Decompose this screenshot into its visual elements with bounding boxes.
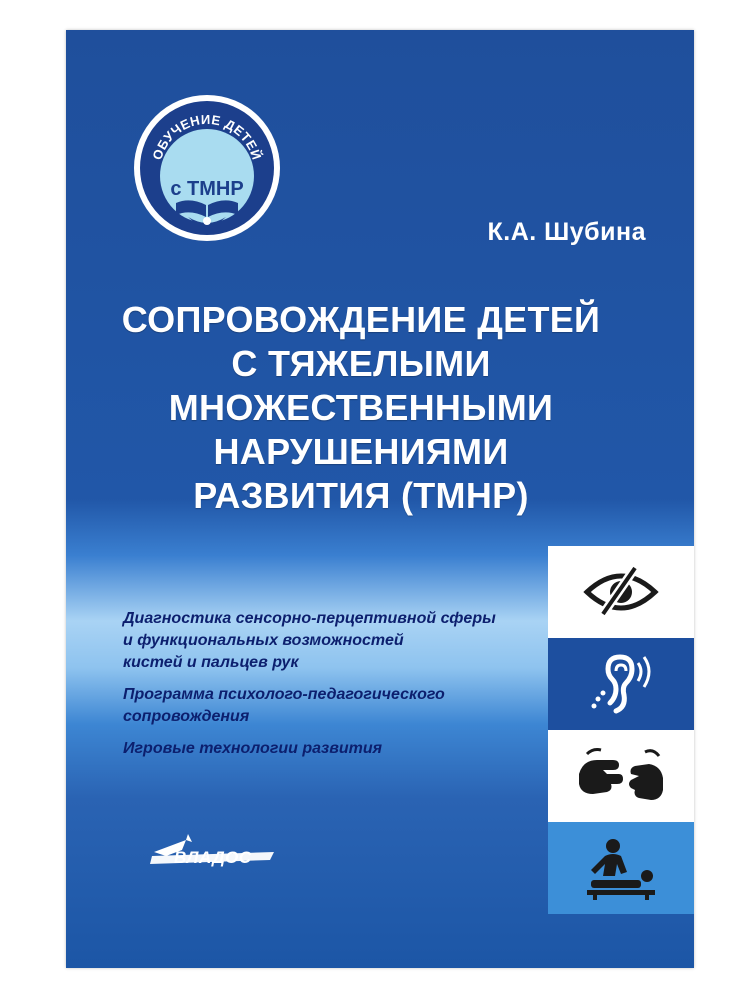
contents-line: Программа психолого-педагогического	[123, 686, 445, 703]
disability-icons-strip	[548, 546, 694, 914]
contents-line: Игровые технологии развития	[123, 740, 383, 757]
contents-line: кистей и пальцев рук	[123, 654, 299, 671]
contents-list	[123, 608, 553, 770]
contents-item	[123, 738, 553, 760]
publisher-name: ВЛАДОС	[174, 848, 252, 867]
contents-line: Диагностика сенсорно-перцептивной сферы	[123, 610, 496, 627]
title-line: С ТЯЖЕЛЫМИ	[231, 343, 491, 384]
caregiver-icon	[581, 836, 661, 900]
logo-arc-text: ОБУЧЕНИЕ ДЕТЕЙ	[149, 111, 265, 162]
contents-line: сопровождения	[123, 708, 250, 725]
sign-language-icon	[573, 744, 669, 808]
title-line: РАЗВИТИЯ (ТМНР)	[193, 475, 529, 516]
contents-item	[123, 608, 553, 674]
contents-item	[123, 684, 553, 728]
title-line: НАРУШЕНИЯМИ	[213, 431, 509, 472]
author-name: К.А. Шубина	[487, 218, 646, 246]
series-logo	[132, 93, 282, 243]
logo-center-text: с ТМНР	[170, 178, 244, 200]
sign-language-panel	[548, 730, 694, 822]
vision-panel	[548, 546, 694, 638]
hearing-panel	[548, 638, 694, 730]
book-cover	[66, 30, 694, 968]
title-line: СОПРОВОЖДЕНИЕ ДЕТЕЙ	[121, 299, 601, 340]
eye-crossed-icon	[581, 564, 661, 620]
care-panel	[548, 822, 694, 914]
title-line: МНОЖЕСТВЕННЫМИ	[168, 387, 554, 428]
hearing-ear-icon	[586, 649, 656, 719]
contents-line: и функциональных возможностей	[123, 632, 404, 649]
book-title	[96, 298, 626, 518]
